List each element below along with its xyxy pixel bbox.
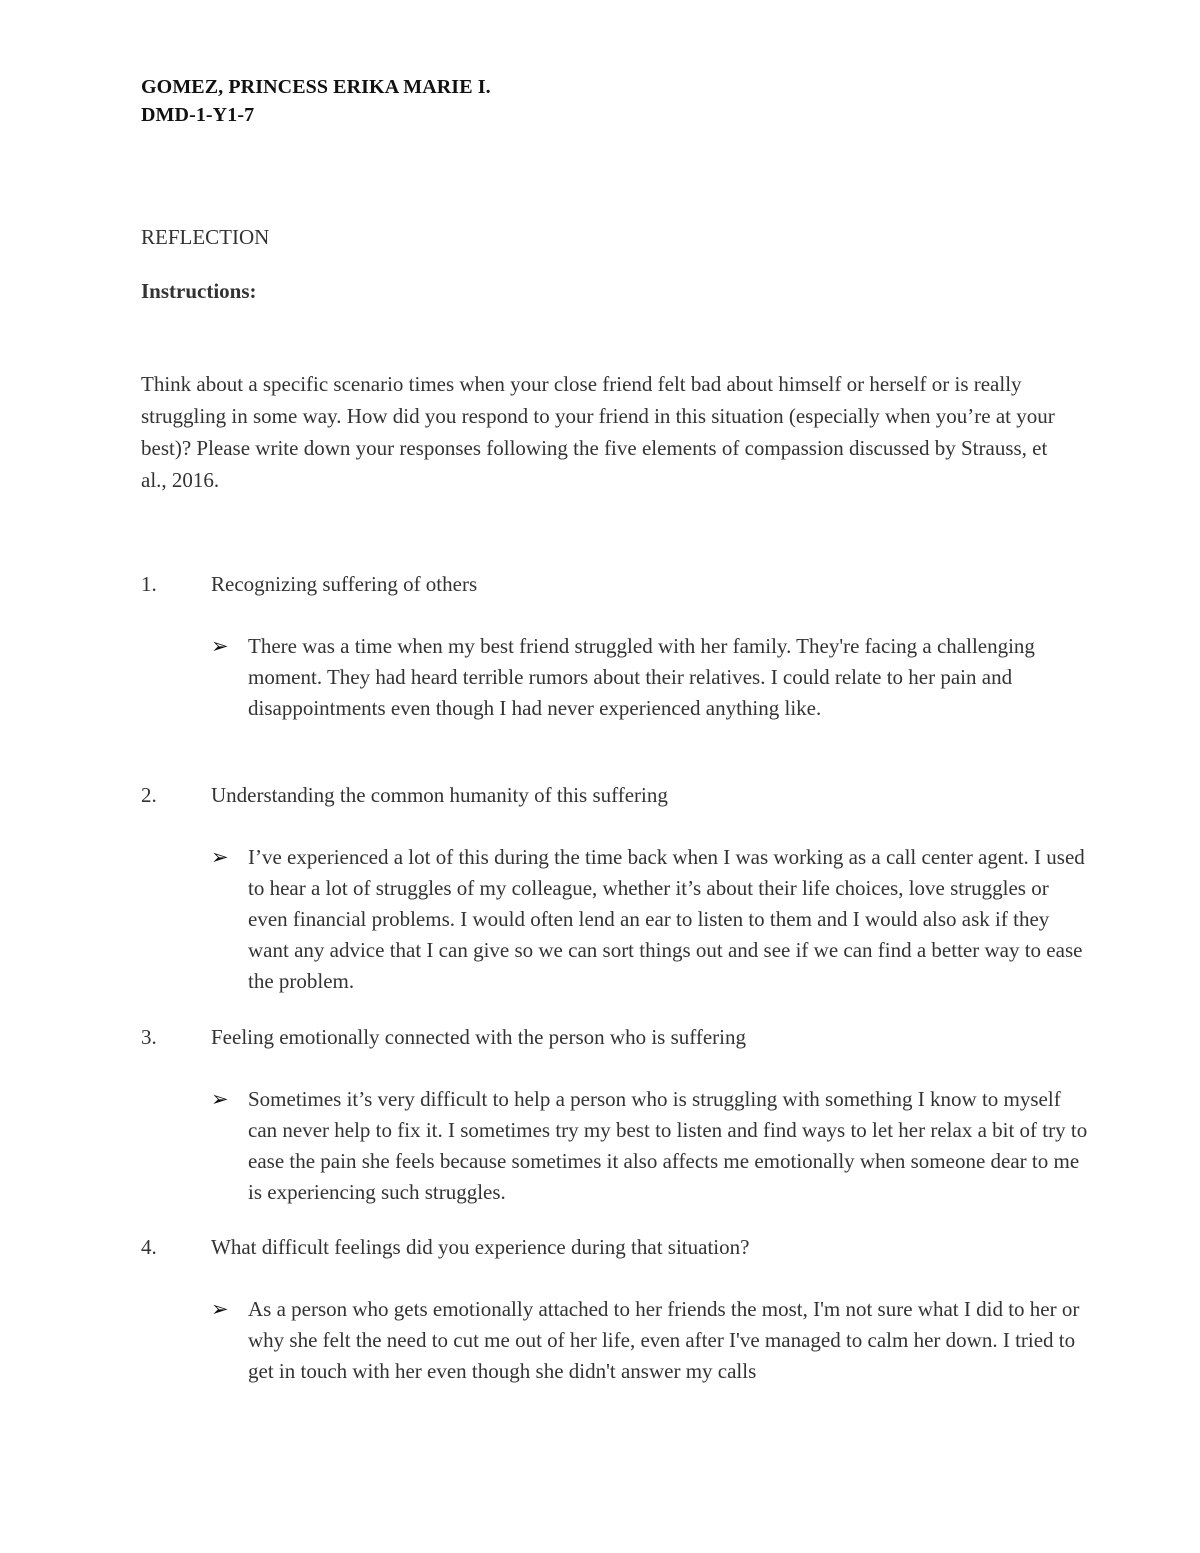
instructions-label: Instructions:: [141, 279, 257, 303]
item-title: Recognizing suffering of others: [211, 572, 478, 596]
item-number: 2.: [141, 783, 157, 807]
item-number: 4.: [141, 1235, 157, 1259]
document-title: REFLECTION: [141, 225, 270, 249]
arrow-bullet-icon: ➢: [211, 845, 229, 869]
student-name: GOMEZ, PRINCESS ERIKA MARIE I.: [141, 76, 491, 98]
item-number: 3.: [141, 1025, 157, 1049]
answer-text: As a person who gets emotionally attached to her friends the most, I'm not sure what I did to her or why she felt the need to cut me out of her life, even after I've managed to calm her down. I tried to get in touch with her even though she didn't answer my calls: [248, 1297, 1080, 1383]
item-title: Understanding the common humanity of this suffering: [211, 783, 668, 807]
section-code: DMD-1-Y1-7: [141, 104, 255, 126]
item-number: 1.: [141, 572, 157, 596]
item-title: Feeling emotionally connected with the person who is suffering: [211, 1025, 746, 1049]
arrow-bullet-icon: ➢: [211, 634, 229, 658]
answer-text: I’ve experienced a lot of this during the time back when I was working as a call center agent. I used to hear a lot of struggles of my colleague, whether it’s about their life choices, love struggles or even financial problems. I would often lend an ear to listen to them and I would also ask if they want any advice that I can give so we can sort things out and see if we can find a better way to ease the problem.: [248, 845, 1085, 993]
item-answer: [211, 842, 1091, 997]
instructions-text: Think about a specific scenario times when your close friend felt bad about himself or herself or is really struggling in some way. How did you respond to your friend in this situation (especially when you’re at your best)? Please write down your responses following the five elements of compassion discussed by Strauss, et al., 2016.: [141, 372, 1055, 492]
item-answer: [211, 1084, 1091, 1208]
answer-text: Sometimes it’s very difficult to help a person who is struggling with something I know to myself can never help to fix it. I sometimes try my best to listen and find ways to let her relax a bit of try to ease the pain she feels because sometimes it also affects me emotionally when someone dear to me is experiencing such struggles.: [248, 1087, 1088, 1204]
arrow-bullet-icon: ➢: [211, 1297, 229, 1321]
item-answer: [211, 1294, 1091, 1387]
arrow-bullet-icon: ➢: [211, 1087, 229, 1111]
item-answer: [211, 631, 1091, 724]
answer-text: There was a time when my best friend struggled with her family. They're facing a challenging moment. They had heard terrible rumors about their relatives. I could relate to her pain and disappointments even though I had never experienced anything like.: [248, 634, 1035, 720]
item-title: What difficult feelings did you experience during that situation?: [211, 1235, 750, 1259]
